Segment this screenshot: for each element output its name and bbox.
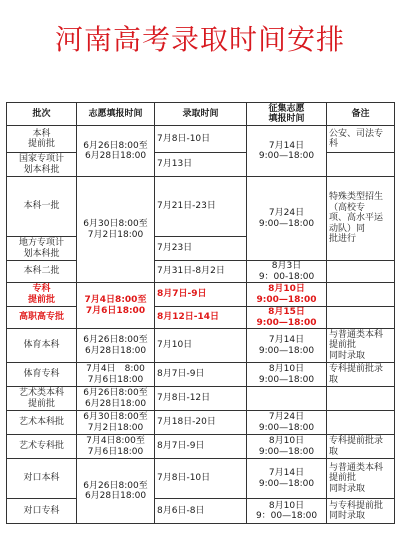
- apply-time-cell: 6月26日8:00至 6月28日18:00: [77, 387, 155, 411]
- batch-cell: 本科一批: [7, 177, 77, 237]
- batch-cell: 本科 提前批: [7, 126, 77, 153]
- header-notes: 备注: [327, 103, 395, 126]
- notes-cell: [327, 411, 395, 435]
- supplementary-time-cell: 7月24日 9:00—18:00: [247, 411, 327, 435]
- table-row: [7, 283, 395, 307]
- table-row: [7, 363, 395, 387]
- table-row: [7, 411, 395, 435]
- batch-cell: 艺术专科批: [7, 435, 77, 459]
- admit-time-cell: 8月6日-8日: [155, 499, 247, 524]
- notes-cell: [327, 307, 395, 329]
- table-row: [7, 261, 395, 283]
- apply-time-cell: 6月30日8:00至 7月2日18:00: [77, 177, 155, 283]
- apply-time-cell: 7月4日8:00至 7月6日18:00: [77, 283, 155, 329]
- admit-time-cell: 8月7日-9日: [155, 283, 247, 307]
- batch-cell: 体育本科: [7, 329, 77, 363]
- notes-cell: 与专科提前批 同时录取: [327, 499, 395, 524]
- notes-cell: 专科提前批录 取: [327, 363, 395, 387]
- table-row: [7, 153, 395, 177]
- supplementary-time-cell: 8月15日 9:00—18:00: [247, 307, 327, 329]
- supplementary-time-cell: 7月14日 9:00—18:00: [247, 329, 327, 363]
- batch-cell: 体育专科: [7, 363, 77, 387]
- apply-time-cell: 6月26日8:00至 6月28日18:00: [77, 126, 155, 177]
- apply-time-cell: 6月26日8:00至 6月28日18:00: [77, 459, 155, 524]
- batch-cell: 艺术类本科 提前批: [7, 387, 77, 411]
- page-title: 河南高考录取时间安排: [54, 23, 345, 56]
- notes-cell: [327, 387, 395, 411]
- header-batch: 批次: [7, 103, 77, 126]
- supplementary-time-cell: 7月14日 9:00—18:00: [247, 459, 327, 499]
- admit-time-cell: 8月12日-14日: [155, 307, 247, 329]
- notes-cell: 特殊类型招生 （高校专 项、高水平运 动队）同 批进行: [327, 177, 395, 261]
- batch-cell: 高职高专批: [7, 307, 77, 329]
- batch-cell: 地方专项计 划本科批: [7, 237, 77, 261]
- notes-cell: [327, 283, 395, 307]
- table-row: [7, 459, 395, 499]
- batch-cell: 对口专科: [7, 499, 77, 524]
- supplementary-time-cell: 8月10日 9:00—18:00: [247, 283, 327, 307]
- admit-time-cell: 7月10日: [155, 329, 247, 363]
- table-header-row: [7, 103, 395, 126]
- table-row: [7, 177, 395, 237]
- notes-cell: 公安、司法专 科: [327, 126, 395, 153]
- table-row: [7, 307, 395, 329]
- batch-cell: 对口本科: [7, 459, 77, 499]
- table-row: [7, 499, 395, 524]
- apply-time-cell: 7月4日8:00至 7月6日18:00: [77, 435, 155, 459]
- notes-cell: [327, 153, 395, 177]
- notes-cell: 专科提前批录 取: [327, 435, 395, 459]
- admit-time-cell: 8月7日-9日: [155, 435, 247, 459]
- batch-cell: 专科 提前批: [7, 283, 77, 307]
- apply-time-cell: 6月30日8:00至 7月2日18:00: [77, 411, 155, 435]
- batch-cell: 国家专项计 划本科批: [7, 153, 77, 177]
- admit-time-cell: 7月23日: [155, 237, 247, 261]
- table-row: [7, 387, 395, 411]
- admit-time-cell: 7月13日: [155, 153, 247, 177]
- supplementary-time-cell: [247, 387, 327, 411]
- admit-time-cell: 7月31日-8月2日: [155, 261, 247, 283]
- notes-cell: 与普通类本科 提前批 同时录取: [327, 329, 395, 363]
- apply-time-cell: 7月4日 8:00 7月6日18:00: [77, 363, 155, 387]
- header-apply-time: 志愿填报时间: [77, 103, 155, 126]
- notes-cell: 与普通类本科 提前批 同时录取: [327, 459, 395, 499]
- admit-time-cell: 7月21日-23日: [155, 177, 247, 237]
- supplementary-time-cell: 7月24日 9:00—18:00: [247, 177, 327, 261]
- table-row: [7, 435, 395, 459]
- apply-time-cell: 6月26日8:00至 6月28日18:00: [77, 329, 155, 363]
- batch-cell: 艺术本科批: [7, 411, 77, 435]
- header-admit-time: 录取时间: [155, 103, 247, 126]
- admit-time-cell: 7月18日-20日: [155, 411, 247, 435]
- admit-time-cell: 7月8日-10日: [155, 126, 247, 153]
- supplementary-time-cell: 8月10日 9:00—18:00: [247, 363, 327, 387]
- admit-time-cell: 7月8日-12日: [155, 387, 247, 411]
- supplementary-time-cell: 7月14日 9:00—18:00: [247, 126, 327, 177]
- notes-cell: [327, 261, 395, 283]
- batch-cell: 本科二批: [7, 261, 77, 283]
- supplementary-time-cell: 8月10日 9:00—18:00: [247, 435, 327, 459]
- schedule-table: [6, 102, 395, 524]
- admit-time-cell: 7月8日-10日: [155, 459, 247, 499]
- table-row: [7, 126, 395, 153]
- supplementary-time-cell: 8月3日 9：00-18:00: [247, 261, 327, 283]
- header-supplementary-time: 征集志愿 填报时间: [247, 103, 327, 126]
- admit-time-cell: 8月7日-9日: [155, 363, 247, 387]
- supplementary-time-cell: 8月10日 9：00—18:00: [247, 499, 327, 524]
- table-row: [7, 329, 395, 363]
